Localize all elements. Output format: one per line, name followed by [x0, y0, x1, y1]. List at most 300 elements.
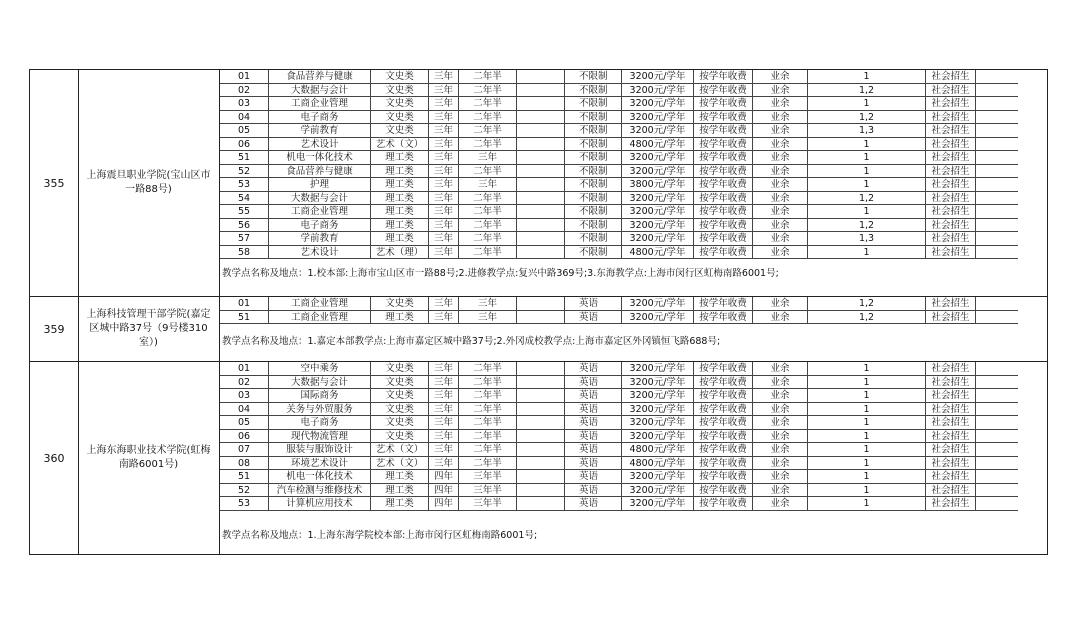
cell-level: 1 [808, 416, 926, 430]
cell-level: 1 [808, 362, 926, 376]
cell-len2: 二年半 [459, 219, 517, 233]
cell-lang: 不限制 [565, 232, 622, 246]
cell-lang: 英语 [565, 311, 622, 325]
cell-mode: 业余 [753, 484, 808, 498]
institution-code: 355 [30, 70, 79, 296]
cell-num: 52 [220, 165, 269, 179]
cell-pay: 按学年收费 [694, 205, 753, 219]
institution-name: 上海震旦职业学院(宝山区市一路88号) [78, 70, 220, 296]
cell-level: 1 [808, 457, 926, 471]
cell-mode: 业余 [753, 124, 808, 138]
cell-major: 工商企业管理 [269, 205, 371, 219]
cell-num: 56 [220, 219, 269, 233]
cell-empty [517, 70, 565, 84]
cell-major: 大数据与会计 [269, 376, 371, 390]
cell-type: 艺术（文） [371, 443, 429, 457]
cell-type: 理工类 [371, 497, 429, 511]
cell-lang: 英语 [565, 484, 622, 498]
cell-type: 文史类 [371, 416, 429, 430]
cell-num: 51 [220, 151, 269, 165]
institution-block-359 [30, 297, 1047, 362]
cell-num: 05 [220, 124, 269, 138]
cell-len: 三年 [429, 311, 459, 325]
cell-fee: 3800元/学年 [622, 178, 694, 192]
cell-len2: 二年半 [459, 111, 517, 125]
cell-len2: 二年半 [459, 457, 517, 471]
cell-pay: 按学年收费 [694, 362, 753, 376]
cell-major: 艺术设计 [269, 138, 371, 152]
cell-empty [517, 389, 565, 403]
table-row [220, 484, 1018, 498]
cell-type: 文史类 [371, 70, 429, 84]
cell-major: 电子商务 [269, 219, 371, 233]
cell-target: 社会招生 [926, 138, 976, 152]
cell-type: 文史类 [371, 124, 429, 138]
cell-target: 社会招生 [926, 403, 976, 417]
cell-pay: 按学年收费 [694, 70, 753, 84]
cell-type: 艺术（文） [371, 138, 429, 152]
cell-mode: 业余 [753, 497, 808, 511]
cell-empty [976, 484, 1018, 498]
cell-empty [517, 232, 565, 246]
cell-target: 社会招生 [926, 497, 976, 511]
cell-type: 文史类 [371, 362, 429, 376]
cell-lang: 英语 [565, 403, 622, 417]
cell-lang: 英语 [565, 389, 622, 403]
cell-lang: 英语 [565, 497, 622, 511]
cell-pay: 按学年收费 [694, 389, 753, 403]
cell-target: 社会招生 [926, 389, 976, 403]
cell-fee: 3200元/学年 [622, 111, 694, 125]
cell-type: 文史类 [371, 403, 429, 417]
cell-major: 计算机应用技术 [269, 497, 371, 511]
cell-lang: 英语 [565, 470, 622, 484]
cell-empty [976, 192, 1018, 206]
cell-empty [976, 111, 1018, 125]
cell-pay: 按学年收费 [694, 416, 753, 430]
cell-lang: 不限制 [565, 151, 622, 165]
cell-target: 社会招生 [926, 457, 976, 471]
cell-level: 1,2 [808, 84, 926, 98]
cell-len: 三年 [429, 443, 459, 457]
cell-empty [517, 219, 565, 233]
cell-pay: 按学年收费 [694, 297, 753, 311]
institution-name: 上海东海职业技术学院(虹梅南路6001号) [78, 362, 220, 554]
cell-target: 社会招生 [926, 362, 976, 376]
cell-type: 文史类 [371, 111, 429, 125]
cell-mode: 业余 [753, 232, 808, 246]
cell-pay: 按学年收费 [694, 84, 753, 98]
table-row [220, 84, 1018, 98]
cell-type: 理工类 [371, 219, 429, 233]
cell-len: 三年 [429, 457, 459, 471]
cell-fee: 3200元/学年 [622, 70, 694, 84]
cell-pay: 按学年收费 [694, 497, 753, 511]
cell-empty [976, 376, 1018, 390]
cell-empty [976, 246, 1018, 260]
cell-lang: 不限制 [565, 124, 622, 138]
cell-num: 03 [220, 97, 269, 111]
teaching-location-note: 教学点名称及地点：1.嘉定本部教学点:上海市嘉定区城中路37号;2.外冈成校教学点:上海市嘉定区外冈镇恒飞路688号; [222, 336, 721, 347]
cell-len: 三年 [429, 403, 459, 417]
cell-mode: 业余 [753, 389, 808, 403]
cell-empty [517, 124, 565, 138]
table-row [220, 232, 1018, 246]
cell-mode: 业余 [753, 151, 808, 165]
cell-target: 社会招生 [926, 192, 976, 206]
institution-block-360 [30, 362, 1047, 554]
table-row [220, 457, 1018, 471]
cell-level: 1 [808, 178, 926, 192]
cell-target: 社会招生 [926, 246, 976, 260]
cell-len: 三年 [429, 205, 459, 219]
table-row [220, 297, 1018, 311]
cell-level: 1 [808, 70, 926, 84]
cell-num: 01 [220, 70, 269, 84]
cell-lang: 不限制 [565, 70, 622, 84]
cell-num: 05 [220, 416, 269, 430]
cell-fee: 4800元/学年 [622, 443, 694, 457]
cell-empty [976, 178, 1018, 192]
cell-pay: 按学年收费 [694, 311, 753, 325]
table-row [220, 376, 1018, 390]
cell-empty [517, 165, 565, 179]
cell-empty [517, 151, 565, 165]
cell-pay: 按学年收费 [694, 124, 753, 138]
cell-fee: 3200元/学年 [622, 484, 694, 498]
cell-empty [976, 362, 1018, 376]
cell-type: 文史类 [371, 97, 429, 111]
cell-major: 环境艺术设计 [269, 457, 371, 471]
cell-empty [976, 311, 1018, 325]
cell-target: 社会招生 [926, 84, 976, 98]
cell-pay: 按学年收费 [694, 443, 753, 457]
cell-empty [517, 178, 565, 192]
cell-lang: 不限制 [565, 97, 622, 111]
cell-empty [517, 297, 565, 311]
cell-type: 文史类 [371, 84, 429, 98]
cell-empty [976, 219, 1018, 233]
cell-len: 三年 [429, 70, 459, 84]
cell-len2: 二年半 [459, 84, 517, 98]
table-row [220, 362, 1018, 376]
cell-len: 四年 [429, 497, 459, 511]
cell-target: 社会招生 [926, 484, 976, 498]
cell-lang: 英语 [565, 297, 622, 311]
table-row [220, 311, 1018, 325]
cell-len2: 二年半 [459, 138, 517, 152]
cell-empty [517, 457, 565, 471]
cell-len2: 二年半 [459, 389, 517, 403]
cell-len2: 二年半 [459, 192, 517, 206]
cell-major: 服装与服饰设计 [269, 443, 371, 457]
table-row [220, 443, 1018, 457]
cell-major: 现代物流管理 [269, 430, 371, 444]
cell-empty [517, 362, 565, 376]
cell-num: 53 [220, 497, 269, 511]
cell-num: 06 [220, 138, 269, 152]
cell-len2: 三年 [459, 311, 517, 325]
cell-len: 三年 [429, 430, 459, 444]
cell-mode: 业余 [753, 205, 808, 219]
cell-empty [976, 70, 1018, 84]
cell-lang: 英语 [565, 416, 622, 430]
cell-empty [517, 376, 565, 390]
cell-target: 社会招生 [926, 311, 976, 325]
cell-major: 空中乘务 [269, 362, 371, 376]
table-row [220, 246, 1018, 260]
cell-lang: 不限制 [565, 111, 622, 125]
cell-empty [517, 97, 565, 111]
cell-mode: 业余 [753, 443, 808, 457]
cell-len: 三年 [429, 97, 459, 111]
cell-empty [976, 138, 1018, 152]
table-row [220, 97, 1018, 111]
cell-empty [517, 497, 565, 511]
table-row [220, 497, 1018, 511]
institution-code: 360 [30, 362, 79, 554]
cell-pay: 按学年收费 [694, 403, 753, 417]
cell-lang: 不限制 [565, 192, 622, 206]
cell-len: 三年 [429, 232, 459, 246]
cell-major: 机电一体化技术 [269, 470, 371, 484]
cell-len2: 三年半 [459, 497, 517, 511]
cell-empty [976, 416, 1018, 430]
cell-num: 54 [220, 192, 269, 206]
cell-type: 理工类 [371, 165, 429, 179]
cell-pay: 按学年收费 [694, 151, 753, 165]
cell-target: 社会招生 [926, 430, 976, 444]
cell-len: 三年 [429, 151, 459, 165]
cell-level: 1,3 [808, 232, 926, 246]
table-row [220, 219, 1018, 233]
cell-pay: 按学年收费 [694, 165, 753, 179]
cell-level: 1 [808, 389, 926, 403]
cell-len: 三年 [429, 138, 459, 152]
table-row [220, 205, 1018, 219]
cell-len: 三年 [429, 84, 459, 98]
cell-lang: 不限制 [565, 84, 622, 98]
cell-mode: 业余 [753, 111, 808, 125]
cell-fee: 3200元/学年 [622, 362, 694, 376]
cell-len2: 三年半 [459, 484, 517, 498]
cell-len2: 二年半 [459, 70, 517, 84]
cell-mode: 业余 [753, 457, 808, 471]
cell-pay: 按学年收费 [694, 457, 753, 471]
cell-empty [976, 205, 1018, 219]
cell-empty [976, 84, 1018, 98]
cell-mode: 业余 [753, 403, 808, 417]
cell-pay: 按学年收费 [694, 430, 753, 444]
cell-len: 四年 [429, 484, 459, 498]
cell-fee: 3200元/学年 [622, 297, 694, 311]
cell-mode: 业余 [753, 430, 808, 444]
cell-mode: 业余 [753, 416, 808, 430]
cell-empty [976, 430, 1018, 444]
cell-mode: 业余 [753, 246, 808, 260]
cell-fee: 3200元/学年 [622, 84, 694, 98]
institution-code: 359 [30, 297, 79, 361]
cell-pay: 按学年收费 [694, 232, 753, 246]
cell-type: 理工类 [371, 151, 429, 165]
cell-empty [517, 311, 565, 325]
table-row [220, 165, 1018, 179]
institution-rows [220, 297, 1047, 361]
cell-level: 1 [808, 376, 926, 390]
cell-major: 学前教育 [269, 124, 371, 138]
cell-type: 理工类 [371, 311, 429, 325]
cell-target: 社会招生 [926, 376, 976, 390]
cell-len: 三年 [429, 246, 459, 260]
cell-num: 04 [220, 111, 269, 125]
table-row [220, 403, 1018, 417]
cell-level: 1 [808, 443, 926, 457]
cell-target: 社会招生 [926, 70, 976, 84]
cell-empty [517, 205, 565, 219]
cell-level: 1 [808, 497, 926, 511]
cell-num: 51 [220, 470, 269, 484]
cell-level: 1 [808, 484, 926, 498]
cell-lang: 不限制 [565, 246, 622, 260]
cell-num: 02 [220, 376, 269, 390]
cell-level: 1 [808, 470, 926, 484]
institution-block-355 [30, 70, 1047, 297]
cell-pay: 按学年收费 [694, 178, 753, 192]
cell-empty [517, 484, 565, 498]
cell-fee: 3200元/学年 [622, 124, 694, 138]
cell-num: 55 [220, 205, 269, 219]
cell-len2: 三年 [459, 151, 517, 165]
cell-type: 文史类 [371, 297, 429, 311]
cell-num: 06 [220, 430, 269, 444]
cell-num: 04 [220, 403, 269, 417]
cell-type: 文史类 [371, 376, 429, 390]
cell-major: 学前教育 [269, 232, 371, 246]
cell-major: 电子商务 [269, 111, 371, 125]
cell-len2: 二年半 [459, 403, 517, 417]
cell-type: 艺术（理） [371, 246, 429, 260]
cell-len2: 二年半 [459, 97, 517, 111]
cell-num: 57 [220, 232, 269, 246]
cell-target: 社会招生 [926, 205, 976, 219]
cell-target: 社会招生 [926, 416, 976, 430]
cell-target: 社会招生 [926, 232, 976, 246]
cell-level: 1 [808, 430, 926, 444]
cell-num: 52 [220, 484, 269, 498]
cell-len: 三年 [429, 178, 459, 192]
cell-empty [976, 443, 1018, 457]
cell-pay: 按学年收费 [694, 219, 753, 233]
cell-num: 01 [220, 297, 269, 311]
cell-len2: 二年半 [459, 246, 517, 260]
cell-num: 01 [220, 362, 269, 376]
cell-target: 社会招生 [926, 151, 976, 165]
cell-len: 三年 [429, 219, 459, 233]
cell-mode: 业余 [753, 311, 808, 325]
cell-target: 社会招生 [926, 124, 976, 138]
cell-empty [517, 403, 565, 417]
cell-target: 社会招生 [926, 297, 976, 311]
cell-len2: 二年半 [459, 205, 517, 219]
cell-fee: 3200元/学年 [622, 416, 694, 430]
cell-len: 三年 [429, 192, 459, 206]
cell-fee: 3200元/学年 [622, 470, 694, 484]
cell-major: 工商企业管理 [269, 97, 371, 111]
cell-len: 三年 [429, 111, 459, 125]
cell-major: 汽车检测与维修技术 [269, 484, 371, 498]
cell-mode: 业余 [753, 362, 808, 376]
cell-target: 社会招生 [926, 165, 976, 179]
institution-rows [220, 70, 1047, 296]
cell-target: 社会招生 [926, 111, 976, 125]
cell-len2: 三年 [459, 297, 517, 311]
cell-fee: 4800元/学年 [622, 246, 694, 260]
table-row [220, 192, 1018, 206]
table-row [220, 389, 1018, 403]
cell-fee: 3200元/学年 [622, 97, 694, 111]
cell-lang: 英语 [565, 430, 622, 444]
cell-pay: 按学年收费 [694, 111, 753, 125]
cell-type: 艺术（文） [371, 457, 429, 471]
institution-name: 上海科技管理干部学院(嘉定区城中路37号（9号楼310室）) [78, 297, 220, 361]
cell-pay: 按学年收费 [694, 246, 753, 260]
cell-len2: 二年半 [459, 362, 517, 376]
cell-empty [976, 165, 1018, 179]
cell-empty [517, 416, 565, 430]
cell-fee: 3200元/学年 [622, 311, 694, 325]
cell-type: 理工类 [371, 484, 429, 498]
cell-mode: 业余 [753, 165, 808, 179]
cell-level: 1 [808, 403, 926, 417]
cell-type: 理工类 [371, 470, 429, 484]
cell-level: 1,2 [808, 297, 926, 311]
cell-major: 大数据与会计 [269, 192, 371, 206]
cell-len2: 三年半 [459, 470, 517, 484]
table-row [220, 151, 1018, 165]
cell-num: 07 [220, 443, 269, 457]
cell-num: 02 [220, 84, 269, 98]
cell-empty [517, 246, 565, 260]
cell-num: 08 [220, 457, 269, 471]
cell-fee: 3200元/学年 [622, 389, 694, 403]
cell-level: 1 [808, 246, 926, 260]
cell-num: 53 [220, 178, 269, 192]
cell-pay: 按学年收费 [694, 470, 753, 484]
cell-mode: 业余 [753, 70, 808, 84]
cell-len: 三年 [429, 165, 459, 179]
cell-type: 文史类 [371, 389, 429, 403]
cell-fee: 3200元/学年 [622, 430, 694, 444]
cell-lang: 英语 [565, 376, 622, 390]
cell-len: 三年 [429, 376, 459, 390]
cell-empty [976, 97, 1018, 111]
cell-empty [517, 84, 565, 98]
cell-mode: 业余 [753, 219, 808, 233]
cell-major: 机电一体化技术 [269, 151, 371, 165]
cell-mode: 业余 [753, 97, 808, 111]
cell-level: 1 [808, 165, 926, 179]
cell-pay: 按学年收费 [694, 376, 753, 390]
table-row [220, 70, 1018, 84]
cell-len: 三年 [429, 124, 459, 138]
cell-lang: 不限制 [565, 219, 622, 233]
table-row [220, 138, 1018, 152]
cell-len2: 二年半 [459, 232, 517, 246]
cell-major: 护理 [269, 178, 371, 192]
cell-major: 电子商务 [269, 416, 371, 430]
cell-empty [517, 192, 565, 206]
teaching-location-note: 教学点名称及地点：1.校本部:上海市宝山区市一路88号;2.进修教学点:复兴中路369号;3.东海教学点:上海市闵行区虹梅南路6001号; [222, 268, 779, 279]
